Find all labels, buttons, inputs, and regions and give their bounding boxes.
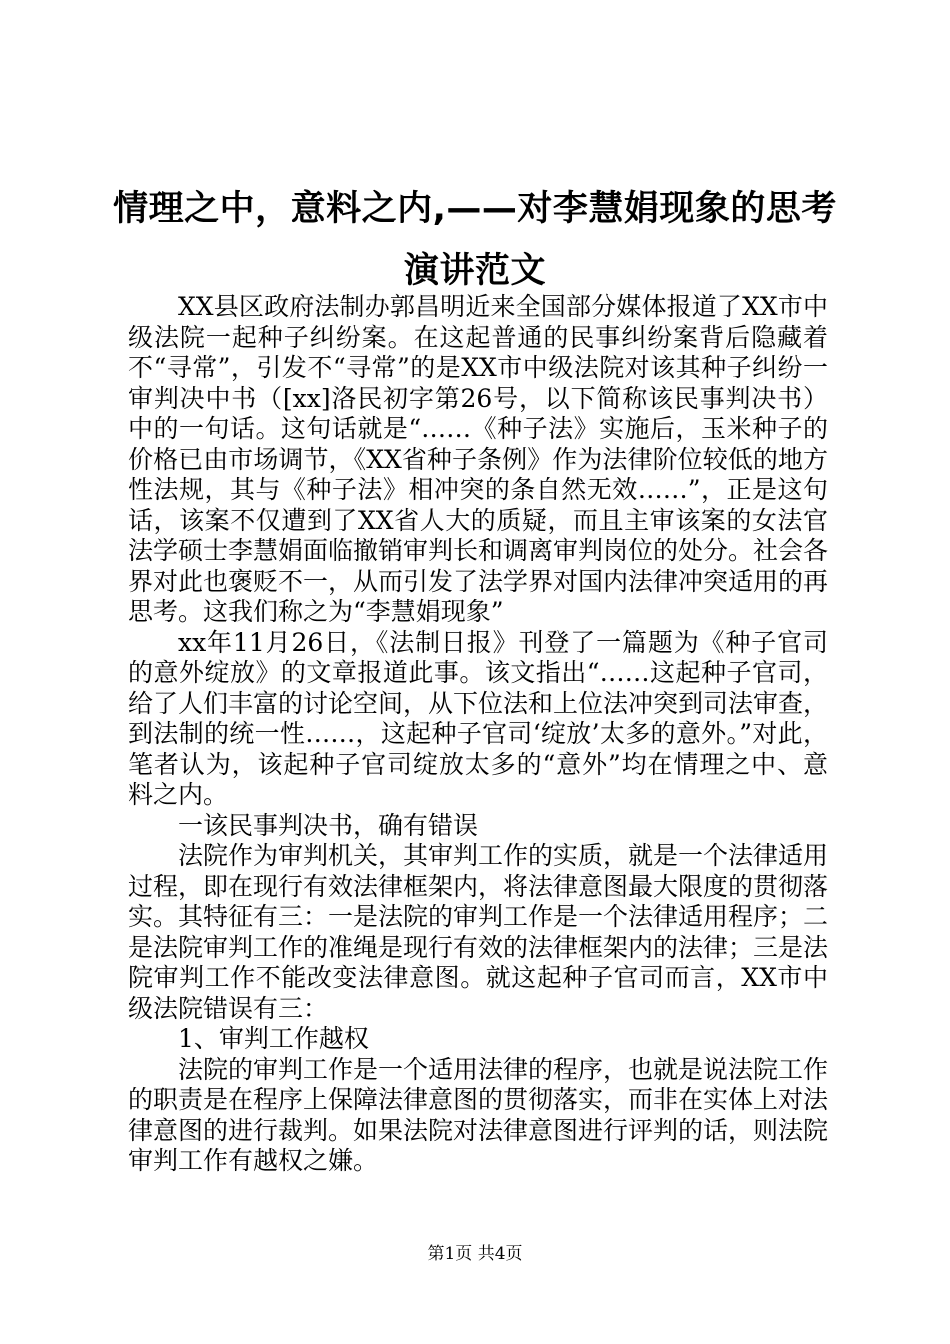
paragraph-4: 法院的审判工作是一个适用法律的程序，也就是说法院工作的职责是在程序上保障法律意图的贯彻落实，而非在实体上对法律意图的进行裁判。如果法院对法律意图进行评判的话，则法院审判工作有越权之嫌。 [128,1054,829,1175]
document-title: 情理之中，意料之内,——对李慧娟现象的思考演讲范文 [113,189,837,291]
document-body [128,292,828,1177]
paragraph-3: 法院作为审判机关，其审判工作的实质，就是一个法律适用过程，即在现行有效法律框架内，将法律意图最大限度的贯彻落实。其特征有三：一是法院的审判工作是一个法律适用程序；二是法院审判工作的准绳是现行有效的法律框架内的法律；三是法院审判工作不能改变法律意图。就这起种子官司而言，XX市中级法院错误有三： [128,841,829,1023]
section-heading-1: 一该民事判决书，确有错误 [178,810,479,840]
paragraph-2: xx年11月26日，《法制日报》刊登了一篇题为《种子官司的意外绽放》的文章报道此事。该文指出“……这起种子官司，给了人们丰富的讨论空间，从下位法和上位法冲突到司法审查，到法制的统一性……，这起种子官司‘绽放’太多的意外。”对此，笔者认为，该起种子官司绽放太多的“意外”均在情理之中、意料之内。 [128,627,829,809]
subsection-heading-1: 1、审判工作越权 [178,1024,369,1053]
paragraph-1: XX县区政府法制办郭昌明近来全国部分媒体报道了XX市中级法院一起种子纠纷案。在这起普通的民事纠纷案背后隐藏着不“寻常”，引发不“寻常”的是XX市中级法院对该其种子纠纷一审判决中书（[xx]洛民初字第26号，以下简称该民事判决书）中的一句话。这句话就是“……《种子法》实施后，玉米种子的价格已由市场调节，《XX省种子条例》作为法律阶位较低的地方性法规，其与《种子法》相冲突的条自然无效……”，正是这句话，该案不仅遭到了XX省人大的质疑，而且主审该案的女法官法学硕士李慧娟面临撤销审判长和调离审判岗位的处分。社会各界对此也褒贬不一，从而引发了法学界对国内法律冲突适用的再思考。这我们称之为“李慧娟现象” [128,292,829,626]
page-number-footer: 第1页 共4页 [427,1244,523,1264]
